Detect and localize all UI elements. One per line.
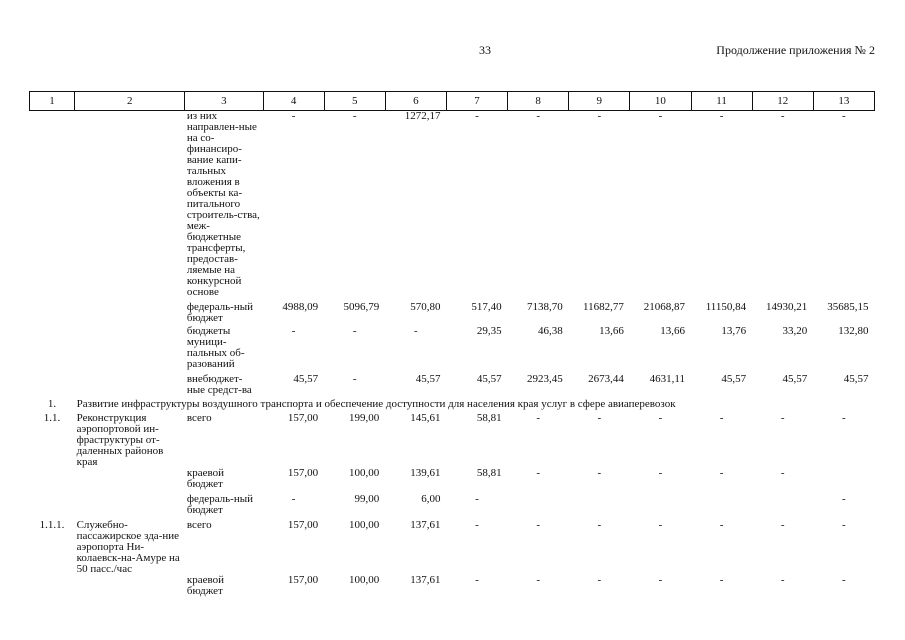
column-header: 6: [385, 92, 446, 111]
item-number: [30, 298, 75, 324]
item-name: Служебно-пассажирское зда-ние аэропорта Ни-колаевск-на-Амуре на 50 пасс./час: [76, 519, 180, 575]
value-cell: -: [475, 574, 479, 586]
value-cell: -: [842, 493, 846, 505]
value-cell: -: [291, 325, 296, 337]
value-cell: -: [658, 467, 663, 479]
value-cell: -: [475, 519, 479, 531]
value-cell: 6,00: [421, 493, 441, 505]
value-cell: -: [597, 519, 602, 531]
value-cell: 58,81: [476, 412, 502, 424]
value-cell: 145,61: [410, 412, 441, 424]
table-row: [30, 324, 875, 370]
value-cell: -: [719, 110, 724, 122]
value-cell: 137,61: [410, 519, 441, 531]
value-cell: [813, 468, 874, 490]
value-cell: -: [780, 519, 785, 531]
value-cell: 99,00: [354, 493, 380, 505]
table-row: [30, 468, 875, 490]
value-cell: 7138,70: [526, 301, 563, 313]
value-cell: -: [536, 467, 540, 479]
value-cell: 570,80: [410, 301, 441, 313]
funding-source: из них направлен-ные на со-финансиро-вание капи-тальных вложения в объекты ка-питального строитель-ства, меж-бюджетные трансферты, предостав-ляемые на конкурсной основе: [186, 110, 260, 298]
value-cell: 29,35: [476, 325, 502, 337]
value-cell: -: [597, 412, 602, 424]
item-name: Реконструкция аэропортовой ин-фраструктуры от-даленных районов края: [76, 412, 164, 468]
value-cell: [752, 490, 813, 516]
value-cell: -: [536, 574, 540, 586]
value-cell: -: [658, 519, 663, 531]
item-number: 1.1.1.: [39, 519, 65, 531]
value-cell: -: [475, 493, 479, 505]
funding-source: федераль-ный бюджет: [186, 301, 253, 324]
value-cell: -: [842, 110, 846, 122]
value-cell: -: [597, 574, 602, 586]
value-cell: -: [780, 467, 785, 479]
value-cell: -: [719, 574, 724, 586]
value-cell: -: [658, 574, 663, 586]
value-cell: -: [352, 373, 357, 385]
value-cell: 157,00: [287, 412, 319, 424]
value-cell: 4988,09: [282, 301, 319, 313]
section-title: Развитие инфраструктуры воздушного транспорта и обеспечение доступности для населения края услуг в сфере авиаперевозок: [76, 398, 676, 410]
item-number: [30, 370, 75, 396]
value-cell: 199,00: [349, 412, 380, 424]
column-header: 10: [630, 92, 691, 111]
item-name: [75, 468, 185, 490]
table-row: [30, 516, 875, 575]
table-row: [30, 111, 875, 299]
value-cell: [569, 490, 630, 516]
column-header: 9: [569, 92, 630, 111]
value-cell: 11682,77: [583, 301, 624, 313]
item-number: [30, 575, 75, 597]
value-cell: 2673,44: [588, 373, 624, 385]
value-cell: 2923,45: [526, 373, 563, 385]
value-cell: 139,61: [410, 467, 441, 479]
funding-source: всего: [186, 519, 212, 531]
value-cell: 45,57: [293, 373, 319, 385]
table-row: [30, 370, 875, 396]
value-cell: -: [352, 325, 357, 337]
value-cell: -: [780, 110, 785, 122]
value-cell: -: [536, 519, 540, 531]
value-cell: 11150,84: [705, 301, 747, 313]
value-cell: 46,38: [537, 325, 563, 337]
item-number: [30, 468, 75, 490]
value-cell: -: [842, 412, 846, 424]
item-name: [75, 575, 185, 597]
value-cell: -: [597, 110, 602, 122]
value-cell: 35685,15: [827, 301, 869, 313]
column-header: 4: [263, 92, 324, 111]
section-number: 1.: [47, 398, 57, 410]
column-header: 13: [813, 92, 874, 111]
value-cell: 13,66: [599, 325, 624, 337]
funding-source: всего: [186, 412, 212, 424]
value-cell: 33,20: [782, 325, 808, 337]
value-cell: -: [842, 574, 846, 586]
value-cell: 58,81: [476, 467, 502, 479]
column-header: 11: [691, 92, 752, 111]
column-header: 1: [30, 92, 75, 111]
value-cell: 100,00: [349, 467, 380, 479]
value-cell: 157,00: [287, 467, 319, 479]
column-header: 12: [752, 92, 813, 111]
value-cell: -: [536, 110, 540, 122]
value-cell: 100,00: [349, 574, 380, 586]
budget-table: [29, 91, 875, 597]
value-cell: -: [291, 110, 296, 122]
column-number-row: [30, 92, 875, 111]
value-cell: 45,57: [843, 373, 869, 385]
item-name: [75, 370, 185, 396]
value-cell: 13,66: [660, 325, 685, 337]
funding-source: бюджеты муници-пальных об-разований: [186, 325, 245, 370]
item-number: [30, 111, 75, 299]
value-cell: -: [658, 110, 663, 122]
table-row: [30, 298, 875, 324]
item-number: 1.1.: [43, 412, 61, 424]
value-cell: 45,57: [782, 373, 808, 385]
value-cell: [508, 490, 569, 516]
funding-source: краевой бюджет: [186, 467, 224, 490]
value-cell: -: [475, 110, 479, 122]
value-cell: -: [414, 325, 418, 337]
value-cell: -: [780, 574, 785, 586]
table-row: [30, 490, 875, 516]
value-cell: -: [352, 110, 357, 122]
table-body: [30, 111, 875, 598]
item-number: [30, 490, 75, 516]
page-number: 33: [479, 43, 491, 57]
funding-source: краевой бюджет: [186, 574, 224, 597]
value-cell: 21068,87: [643, 301, 685, 313]
value-cell: -: [719, 519, 724, 531]
item-number: [30, 324, 75, 370]
value-cell: -: [291, 493, 296, 505]
item-name: [75, 111, 185, 299]
value-cell: -: [536, 412, 540, 424]
table-row: [30, 413, 875, 468]
column-header: 5: [324, 92, 385, 111]
column-header: 8: [508, 92, 569, 111]
value-cell: 517,40: [471, 301, 502, 313]
item-name: [75, 298, 185, 324]
item-name: [75, 324, 185, 370]
value-cell: 45,57: [476, 373, 502, 385]
column-header: 7: [446, 92, 507, 111]
value-cell: -: [719, 412, 724, 424]
value-cell: 137,61: [410, 574, 441, 586]
value-cell: 13,76: [721, 325, 747, 337]
value-cell: 4631,11: [649, 373, 685, 385]
column-header: 3: [185, 92, 263, 111]
value-cell: 5096,79: [343, 301, 380, 313]
funding-source: внебюджет-ные средст-ва: [186, 373, 252, 396]
table-row: [30, 575, 875, 597]
column-header: 2: [75, 92, 185, 111]
value-cell: -: [658, 412, 663, 424]
continuation-label: Продолжение приложения № 2: [716, 43, 875, 57]
value-cell: 100,00: [349, 519, 380, 531]
value-cell: [630, 490, 691, 516]
value-cell: 157,00: [287, 519, 319, 531]
funding-source: федераль-ный бюджет: [186, 493, 253, 516]
value-cell: 14930,21: [766, 301, 808, 313]
item-name: [75, 490, 185, 516]
value-cell: 157,00: [287, 574, 319, 586]
value-cell: -: [842, 519, 846, 531]
value-cell: 45,57: [415, 373, 441, 385]
value-cell: -: [597, 467, 602, 479]
section-row: [30, 396, 875, 413]
value-cell: 132,80: [838, 325, 869, 337]
value-cell: 45,57: [721, 373, 747, 385]
value-cell: 1272,17: [404, 110, 441, 122]
value-cell: -: [780, 412, 785, 424]
value-cell: -: [719, 467, 724, 479]
value-cell: [691, 490, 752, 516]
